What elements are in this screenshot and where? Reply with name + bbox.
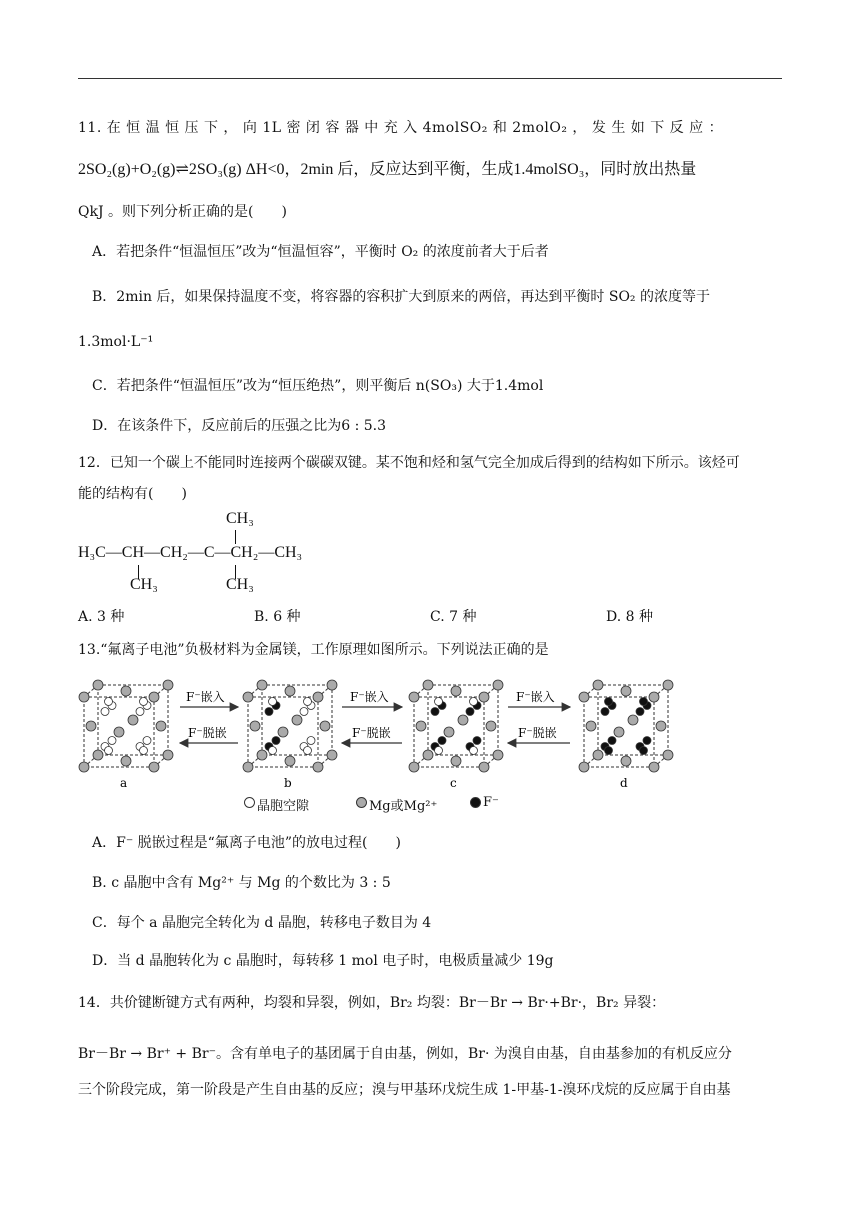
q13-crystal-diagram	[78, 673, 688, 793]
q11-option-d: D．在该条件下，反应前后的压强之比为6 : 5.3	[92, 418, 387, 434]
q12-stem-line1: 12．已知一个碳上不能同时连接两个碳碳双键。某不饱和烃和氢气完全加成后得到的结构如下所示。该烃可	[78, 455, 740, 471]
mg-atom	[86, 721, 96, 731]
mg-atom	[156, 721, 166, 731]
fluoride-ion	[601, 708, 609, 716]
formula-bottom-methyl-left: CH₃	[130, 576, 158, 593]
fluoride-ion	[265, 708, 273, 716]
legend-f-label: F⁻	[483, 795, 499, 810]
q11-stem-line1: 11. 在 恒 温 恒 压 下 ， 向 1L 密 闭 容 器 中 充 入 4molSO₂ 和 2molO₂ ， 发 生 如 下 反 应 ：	[78, 120, 724, 136]
mg-atom	[663, 680, 673, 690]
mg-atom	[493, 750, 503, 760]
void-site	[307, 737, 315, 745]
mg-atom	[313, 762, 323, 772]
void-site	[101, 708, 109, 716]
mg-atom	[79, 692, 89, 702]
mg-atom	[257, 750, 267, 760]
fluoride-ion	[608, 737, 616, 745]
mg-atom	[586, 721, 596, 731]
q11-stem-line3: QkJ 。则下列分析正确的是( )	[78, 204, 287, 220]
legend-void	[244, 795, 310, 814]
mg-atom	[451, 756, 461, 766]
formula-bottom-methyl-right: CH₃	[226, 576, 254, 593]
crystal-cell-a	[79, 680, 173, 772]
q13-stem: 13.“氟离子电池”负极材料为金属镁，工作原理如图所示。下列说法正确的是	[78, 642, 549, 658]
fluoride-ion	[431, 708, 439, 716]
void-site	[105, 747, 113, 755]
mg-atom	[593, 750, 603, 760]
void-site	[304, 698, 312, 706]
mg-atom	[579, 692, 589, 702]
crystal-cell-d	[579, 680, 673, 772]
arrow-label-forward-1: F⁻嵌入	[186, 690, 225, 704]
void-dot-icon	[244, 797, 255, 808]
crystal-cell-c	[409, 680, 503, 772]
fluoride-ion	[605, 747, 613, 755]
q14-line3: 三个阶段完成，第一阶段是产生自由基的反应；溴与甲基环戊烷生成 1-甲基-1-溴环戊烷的反应属于自由基	[78, 1082, 731, 1098]
mg-atom	[79, 762, 89, 772]
mg-atom	[423, 680, 433, 690]
mg-atom	[479, 692, 489, 702]
legend-void-label: 晶胞空隙	[257, 799, 310, 814]
void-site	[435, 698, 443, 706]
mg-atom	[327, 680, 337, 690]
q13-legend	[240, 795, 540, 817]
arrow-group-2	[342, 689, 402, 743]
fluoride-ion	[466, 708, 474, 716]
void-site	[470, 747, 478, 755]
void-site	[140, 698, 148, 706]
q12-options	[78, 606, 782, 628]
mg-atom	[292, 715, 302, 725]
legend-mg	[356, 795, 438, 814]
mg-atom	[486, 721, 496, 731]
void-site	[269, 698, 277, 706]
void-site	[304, 747, 312, 755]
mg-atom	[163, 750, 173, 760]
mg-atom	[128, 715, 138, 725]
fluoride-ion	[272, 737, 280, 745]
legend-f	[470, 795, 499, 810]
mg-atom	[593, 680, 603, 690]
mg-atom	[93, 750, 103, 760]
mg-atom	[579, 762, 589, 772]
mg-atom	[278, 727, 288, 737]
header-rule	[78, 78, 782, 79]
cell-label-d: d	[620, 776, 628, 790]
mg-atom	[444, 727, 454, 737]
mg-atom	[621, 686, 631, 696]
mg-atom	[621, 756, 631, 766]
mg-atom	[493, 680, 503, 690]
cell-label-c: c	[450, 776, 457, 790]
mg-atom	[149, 692, 159, 702]
mg-atom	[327, 750, 337, 760]
mg-atom	[416, 721, 426, 731]
fluoride-ion	[636, 708, 644, 716]
void-site	[140, 747, 148, 755]
q13-option-a: A．F⁻ 脱嵌过程是“氟离子电池”的放电过程( )	[92, 835, 401, 851]
fluoride-ion	[473, 737, 481, 745]
arrow-label-back-1: F⁻脱嵌	[188, 726, 227, 740]
crystal-cell-b	[243, 680, 337, 772]
q11-option-b-cont: 1.3mol·L⁻¹	[78, 334, 154, 350]
mg-atom	[451, 686, 461, 696]
arrow-label-forward-3: F⁻嵌入	[516, 690, 555, 704]
mg-atom	[409, 762, 419, 772]
void-site	[105, 698, 113, 706]
mg-atom	[423, 750, 433, 760]
fluoride-ion	[438, 737, 446, 745]
q14-line1: 14．共价键断键方式有两种，均裂和异裂，例如，Br₂ 均裂：Br－Br → Br·+Br·，Br₂ 异裂：	[78, 995, 666, 1011]
mg-atom	[163, 680, 173, 690]
q13-option-c: C．每个 a 晶胞完全转化为 d 晶胞，转移电子数目为 4	[92, 915, 432, 931]
mg-atom	[656, 721, 666, 731]
mg-atom	[663, 750, 673, 760]
mg-atom	[479, 762, 489, 772]
q14-line2: Br－Br → Br⁺ + Br⁻。含有单电子的基团属于自由基，例如，Br· 为溴自由基，自由基参加的有机反应分	[78, 1046, 732, 1062]
q12-option-b: B. 6 种	[254, 609, 301, 625]
mg-atom	[149, 762, 159, 772]
mg-atom	[649, 692, 659, 702]
q11-option-a: A．若把条件“恒温恒压”改为“恒温恒容”，平衡时 O₂ 的浓度前者大于后者	[92, 244, 549, 260]
mg-atom	[114, 727, 124, 737]
arrow-label-back-2: F⁻脱嵌	[352, 726, 391, 740]
mg-atom	[614, 727, 624, 737]
q12-option-a: A. 3 种	[78, 609, 125, 625]
arrow-label-forward-2: F⁻嵌入	[350, 690, 389, 704]
q12-stem-line2: 能的结构有( )	[78, 486, 187, 502]
void-site	[470, 698, 478, 706]
q11-equation-line: 2SO₂(g)+O₂(g)⇌2SO₃(g) ΔH<0，2min 后，反应达到平衡，生成1.4molSO₃，同时放出热量	[78, 161, 697, 178]
mg-atom	[250, 721, 260, 731]
void-site	[269, 747, 277, 755]
fluoride-ion	[605, 698, 613, 706]
q12-option-d: D. 8 种	[606, 609, 653, 625]
mg-dot-icon	[356, 797, 367, 808]
mg-atom	[243, 692, 253, 702]
mg-atom	[458, 715, 468, 725]
mg-atom	[257, 680, 267, 690]
q11-option-c: C．若把条件“恒温恒压”改为“恒压绝热”，则平衡后 n(SO₃) 大于1.4mol	[92, 378, 544, 394]
void-site	[143, 737, 151, 745]
fluoride-ion	[640, 747, 648, 755]
mg-atom	[121, 756, 131, 766]
q12-structural-formula	[78, 510, 378, 598]
q11-option-b: B．2min 后，如果保持温度不变，将容器的容积扩大到原来的两倍，再达到平衡时 SO₂ 的浓度等于	[92, 289, 710, 305]
mg-atom	[93, 680, 103, 690]
formula-top-methyl: CH₃	[226, 510, 254, 527]
arrow-group-3	[508, 689, 570, 743]
void-site	[108, 737, 116, 745]
void-site	[136, 708, 144, 716]
q13-option-b: B. c 晶胞中含有 Mg²⁺ 与 Mg 的个数比为 3 : 5	[92, 875, 391, 891]
mg-atom	[320, 721, 330, 731]
void-site	[435, 747, 443, 755]
formula-bond-top	[235, 530, 236, 544]
mg-atom	[313, 692, 323, 702]
mg-atom	[628, 715, 638, 725]
arrow-group-1	[180, 689, 238, 743]
arrow-label-back-3: F⁻脱嵌	[518, 726, 557, 740]
cell-label-b: b	[284, 776, 292, 790]
mg-atom	[409, 692, 419, 702]
legend-mg-label: Mg或Mg²⁺	[369, 799, 438, 814]
mg-atom	[285, 756, 295, 766]
formula-main-chain: H₃C—CH—CH₂—C—CH₂—CH₃	[78, 544, 303, 561]
mg-atom	[121, 686, 131, 696]
q13-option-d: D．当 d 晶胞转化为 c 晶胞时，每转移 1 mol 电子时，电极质量减少 19g	[92, 953, 554, 969]
q12-option-c: C. 7 种	[430, 609, 477, 625]
mg-atom	[649, 762, 659, 772]
void-site	[300, 708, 308, 716]
cell-label-a: a	[120, 776, 128, 790]
mg-atom	[243, 762, 253, 772]
fluoride-ion	[643, 737, 651, 745]
f-dot-icon	[470, 797, 481, 808]
fluoride-ion	[640, 698, 648, 706]
mg-atom	[285, 686, 295, 696]
